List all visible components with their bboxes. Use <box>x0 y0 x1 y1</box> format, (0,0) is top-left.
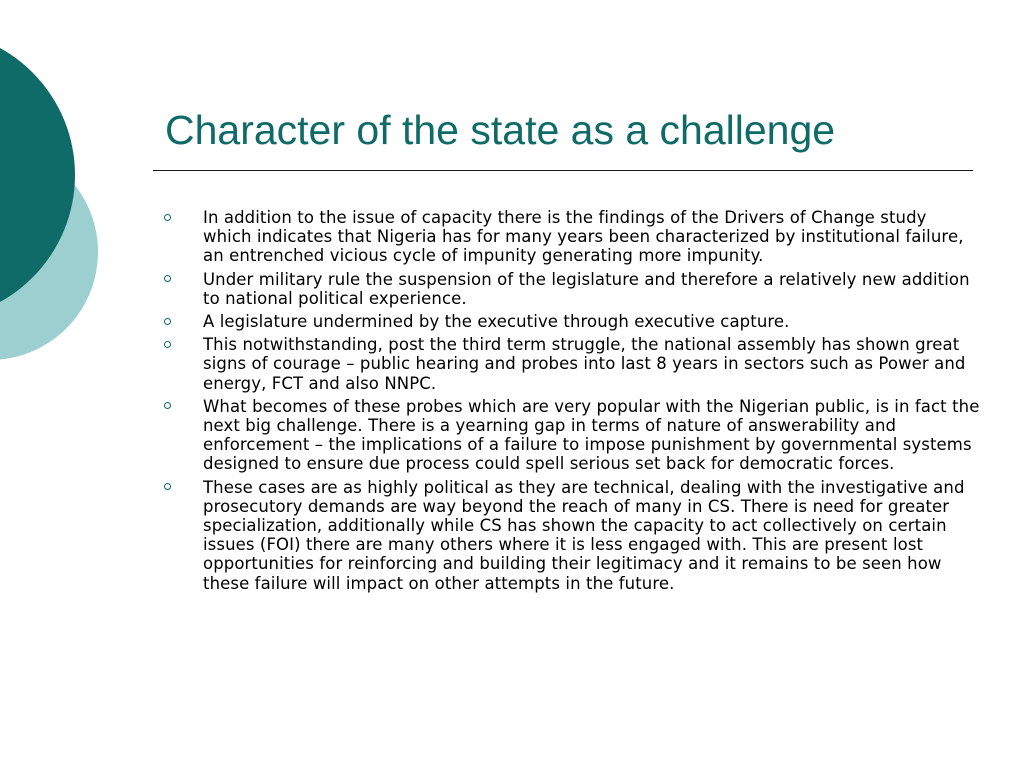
hollow-circle-bullet-icon <box>164 275 171 282</box>
bullet-item <box>160 397 980 474</box>
hollow-circle-bullet-icon <box>164 483 171 490</box>
bullet-item <box>160 270 980 308</box>
hollow-circle-bullet-icon <box>164 318 171 325</box>
bullet-item <box>160 208 980 266</box>
bullet-text: In addition to the issue of capacity there is the findings of the Drivers of Change study which indicates that Nigeria has for many years been characterized by institutional failure, an entrenched vicious cycle of impunity generating more impunity. <box>203 208 964 266</box>
hollow-circle-bullet-icon <box>164 214 171 221</box>
bullet-text: Under military rule the suspension of the legislature and therefore a relatively new addition to national political experience. <box>203 269 970 308</box>
bullet-text: A legislature undermined by the executive through executive capture. <box>203 312 790 332</box>
bullet-item <box>160 335 980 393</box>
bullet-text: These cases are as highly political as they are technical, dealing with the investigative and prosecutory demands are way beyond the reach of many in CS. There is need for greater specialization, additionally while CS has shown the capacity to act collectively on certain issues (FOI) there are many others where it is less engaged with. This are present lost opportunities for reinforcing and building their legitimacy and it remains to be seen how these failure will impact on other attempts in the future. <box>203 477 965 593</box>
slide-title: Character of the state as a challenge <box>165 107 836 153</box>
bullet-text: What becomes of these probes which are very popular with the Nigerian public, is in fact the next big challenge. There is a yearning gap in terms of nature of answerability and enforcement – the implications of a failure to impose punishment by governmental systems designed to ensure due process could spell serious set back for democratic forces. <box>203 396 980 474</box>
bullet-item <box>160 312 980 331</box>
decorative-circles <box>0 0 110 410</box>
title-divider <box>153 170 973 171</box>
bullet-list <box>160 208 980 597</box>
hollow-circle-bullet-icon <box>164 341 171 348</box>
bullet-item <box>160 478 980 593</box>
bullet-text: This notwithstanding, post the third term struggle, the national assembly has shown great signs of courage – public hearing and probes into last 8 years in sectors such as Power and energy, FCT and also NNPC. <box>203 335 966 393</box>
hollow-circle-bullet-icon <box>164 402 171 409</box>
